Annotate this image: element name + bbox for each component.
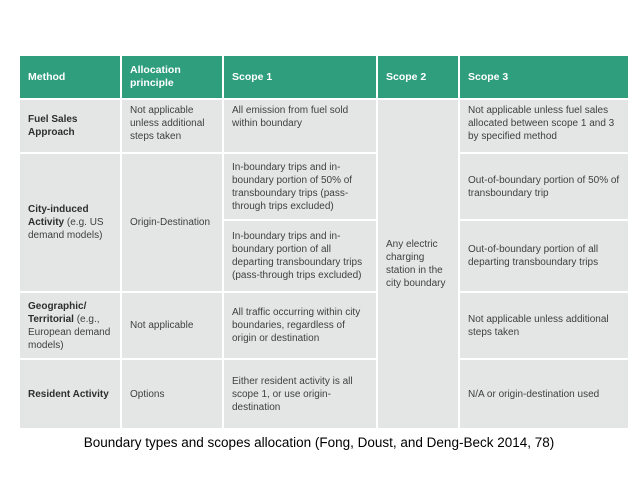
header-scope1: Scope 1: [224, 56, 376, 98]
header-allocation: Allocation principle: [122, 56, 222, 98]
method-city-induced-title: City-induced Activity: [28, 204, 89, 228]
scope1-fuel-sales: All emission from fuel sold within boundary: [224, 100, 376, 152]
scope3-geographic: Not applicable unless additional steps taken: [460, 293, 628, 358]
method-city-induced: [20, 154, 120, 291]
scope2-merged-cell: Any electric charging station in the city boundary: [378, 100, 458, 428]
header-scope3: Scope 3: [460, 56, 628, 98]
scopes-table: [20, 56, 620, 418]
method-resident: Resident Activity: [20, 360, 120, 428]
scope1-city-induced-a: In-boundary trips and in-boundary portion of 50% of transboundary trips (pass-through trips excluded): [224, 154, 376, 219]
scope3-city-induced-a: Out-of-boundary portion of 50% of transboundary trip: [460, 154, 628, 219]
allocation-city-induced: Origin-Destination: [122, 154, 222, 291]
scope3-city-induced-b: Out-of-boundary portion of all departing transboundary trips: [460, 221, 628, 291]
table-caption: Boundary types and scopes allocation (Fong, Doust, and Deng-Beck 2014, 78): [83, 435, 555, 450]
allocation-resident: Options: [122, 360, 222, 428]
method-geographic-title: Geographic/ Territorial: [28, 300, 87, 325]
scope3-fuel-sales: Not applicable unless fuel sales allocated between scope 1 and 3 by specified method: [460, 100, 628, 152]
header-method: Method: [20, 56, 120, 98]
scope3-resident: N/A or origin-destination used: [460, 360, 628, 428]
allocation-fuel-sales: Not applicable unless additional steps taken: [122, 100, 222, 152]
scope1-geographic: All traffic occurring within city boundaries, regardless of origin or destination: [224, 293, 376, 358]
method-city-induced-note: (e.g. US demand models): [28, 217, 104, 241]
method-fuel-sales: Fuel Sales Approach: [20, 100, 120, 152]
header-scope2: Scope 2: [378, 56, 458, 98]
method-geographic: [20, 293, 120, 358]
method-geographic-note: (e.g., European demand models): [28, 313, 111, 351]
scope1-city-induced-b: In-boundary trips and in-boundary portion of all departing transboundary trips (pass-through trips excluded): [224, 221, 376, 291]
allocation-geographic: Not applicable: [122, 293, 222, 358]
scope1-resident: Either resident activity is all scope 1, or use origin-destination: [224, 360, 376, 428]
